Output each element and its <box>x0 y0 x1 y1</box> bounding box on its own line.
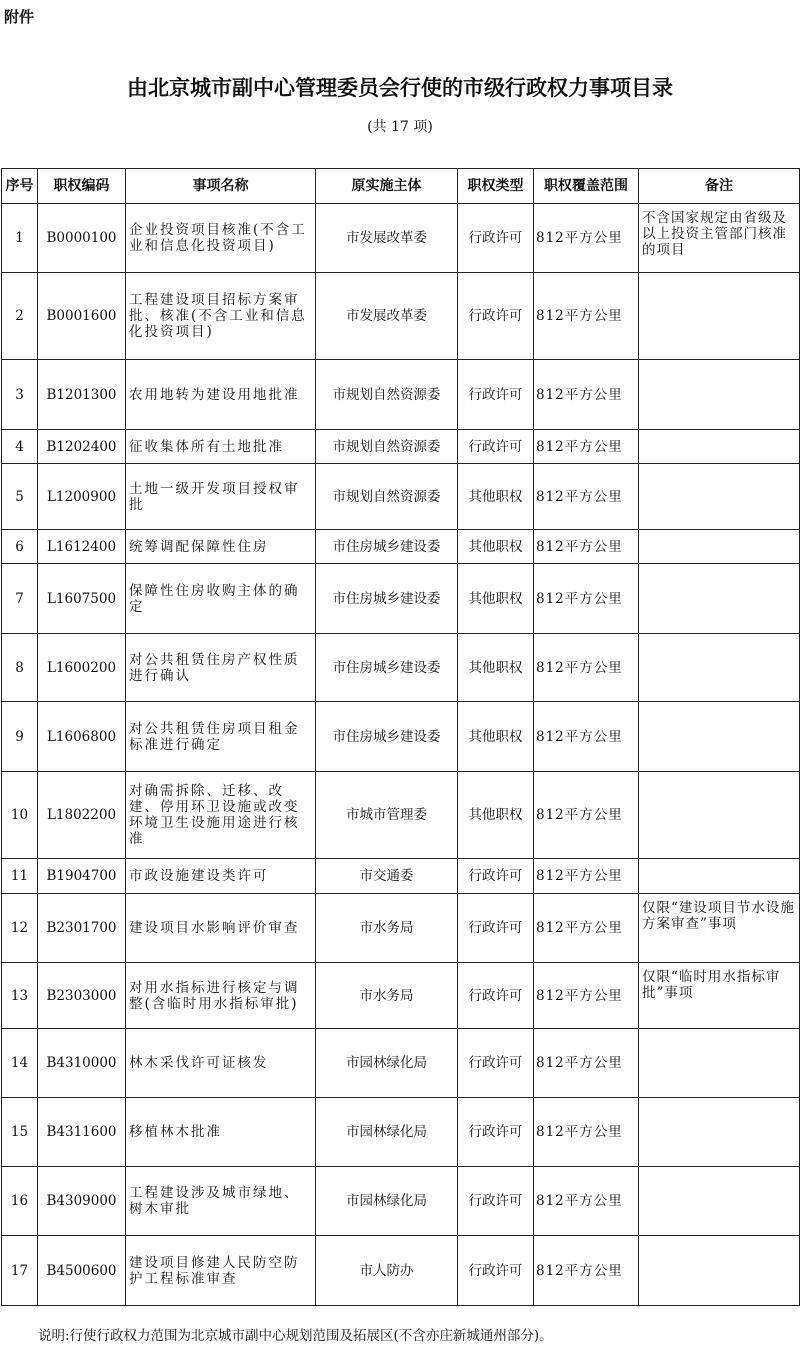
original-org: 市水务局 <box>316 894 458 963</box>
item-name: 征收集体所有土地批准 <box>126 430 316 464</box>
original-org: 市城市管理委 <box>316 772 458 859</box>
power-type: 其他职权 <box>458 702 534 772</box>
power-type: 其他职权 <box>458 464 534 530</box>
power-code: B4311600 <box>38 1098 126 1167</box>
row-number: 11 <box>2 859 38 894</box>
power-type: 行政许可 <box>458 1029 534 1098</box>
item-name: 土地一级开发项目授权审批 <box>126 464 316 530</box>
page-title: 由北京城市副中心管理委员会行使的市级行政权力事项目录 <box>127 76 673 100</box>
row-number: 7 <box>2 564 38 634</box>
table-row <box>2 772 800 859</box>
power-type: 行政许可 <box>458 1098 534 1167</box>
table-row <box>2 273 800 360</box>
original-org: 市园林绿化局 <box>316 1029 458 1098</box>
item-name: 建设项目水影响评价审查 <box>126 894 316 963</box>
original-org: 市规划自然资源委 <box>316 464 458 530</box>
item-name: 林木采伐许可证核发 <box>126 1029 316 1098</box>
original-org: 市住房城乡建设委 <box>316 530 458 564</box>
original-org: 市园林绿化局 <box>316 1167 458 1236</box>
power-type: 其他职权 <box>458 530 534 564</box>
coverage-scope: 812平方公里 <box>534 634 639 702</box>
coverage-scope: 812平方公里 <box>534 530 639 564</box>
item-name: 对公共租赁住房产权性质进行确认 <box>126 634 316 702</box>
row-number: 1 <box>2 204 38 273</box>
power-type: 行政许可 <box>458 204 534 273</box>
row-number: 6 <box>2 530 38 564</box>
remark <box>639 464 800 530</box>
item-name: 工程建设涉及城市绿地、树木审批 <box>126 1167 316 1236</box>
power-type: 行政许可 <box>458 430 534 464</box>
item-name: 移植林木批准 <box>126 1098 316 1167</box>
header-no: 序号 <box>2 169 38 204</box>
coverage-scope: 812平方公里 <box>534 859 639 894</box>
remark <box>639 564 800 634</box>
header-name: 事项名称 <box>126 169 316 204</box>
coverage-scope: 812平方公里 <box>534 273 639 360</box>
footnote: 说明:行使行政权力范围为北京城市副中心规划范围及拓展区(不含亦庄新城通州部分)。 <box>38 1328 553 1344</box>
row-number: 2 <box>2 273 38 360</box>
table-row <box>2 859 800 894</box>
coverage-scope: 812平方公里 <box>534 564 639 634</box>
coverage-scope: 812平方公里 <box>534 702 639 772</box>
power-type: 其他职权 <box>458 772 534 859</box>
row-number: 9 <box>2 702 38 772</box>
table-row <box>2 1029 800 1098</box>
item-name: 对公共租赁住房项目租金标准进行确定 <box>126 702 316 772</box>
row-number: 16 <box>2 1167 38 1236</box>
original-org: 市住房城乡建设委 <box>316 564 458 634</box>
header-type: 职权类型 <box>458 169 534 204</box>
original-org: 市发展改革委 <box>316 273 458 360</box>
power-code: B2301700 <box>38 894 126 963</box>
coverage-scope: 812平方公里 <box>534 1236 639 1306</box>
original-org: 市交通委 <box>316 859 458 894</box>
coverage-scope: 812平方公里 <box>534 430 639 464</box>
power-type: 其他职权 <box>458 634 534 702</box>
item-name: 工程建设项目招标方案审批、核准(不含工业和信息化投资项目) <box>126 273 316 360</box>
coverage-scope: 812平方公里 <box>534 204 639 273</box>
power-type: 行政许可 <box>458 1236 534 1306</box>
table-row <box>2 530 800 564</box>
power-code: B2303000 <box>38 963 126 1029</box>
remark <box>639 1029 800 1098</box>
table-row <box>2 1236 800 1306</box>
power-code: B4310000 <box>38 1029 126 1098</box>
power-type: 行政许可 <box>458 859 534 894</box>
original-org: 市发展改革委 <box>316 204 458 273</box>
header-note: 备注 <box>639 169 800 204</box>
power-code: B1202400 <box>38 430 126 464</box>
power-code: B0000100 <box>38 204 126 273</box>
item-name: 对确需拆除、迁移、改建、停用环卫设施或改变环境卫生设施用途进行核准 <box>126 772 316 859</box>
coverage-scope: 812平方公里 <box>534 772 639 859</box>
attachment-label: 附件 <box>4 8 35 26</box>
row-number: 10 <box>2 772 38 859</box>
power-type: 行政许可 <box>458 1167 534 1236</box>
power-type: 行政许可 <box>458 360 534 430</box>
table-row <box>2 702 800 772</box>
row-number: 12 <box>2 894 38 963</box>
remark <box>639 1236 800 1306</box>
coverage-scope: 812平方公里 <box>534 1167 639 1236</box>
remark: 不含国家规定由省级及以上投资主管部门核准的项目 <box>639 204 800 273</box>
power-code: B1201300 <box>38 360 126 430</box>
item-name: 农用地转为建设用地批准 <box>126 360 316 430</box>
row-number: 8 <box>2 634 38 702</box>
table-row <box>2 564 800 634</box>
item-name: 市政设施建设类许可 <box>126 859 316 894</box>
coverage-scope: 812平方公里 <box>534 1029 639 1098</box>
row-number: 17 <box>2 1236 38 1306</box>
power-type: 行政许可 <box>458 963 534 1029</box>
row-number: 15 <box>2 1098 38 1167</box>
original-org: 市住房城乡建设委 <box>316 634 458 702</box>
power-type: 行政许可 <box>458 894 534 963</box>
table-row <box>2 894 800 963</box>
coverage-scope: 812平方公里 <box>534 464 639 530</box>
table-row <box>2 1098 800 1167</box>
table-row <box>2 430 800 464</box>
remark <box>639 702 800 772</box>
power-code: B1904700 <box>38 859 126 894</box>
remark: 仅限“临时用水指标审批”事项 <box>639 963 800 1029</box>
table-row <box>2 360 800 430</box>
coverage-scope: 812平方公里 <box>534 894 639 963</box>
coverage-scope: 812平方公里 <box>534 360 639 430</box>
coverage-scope: 812平方公里 <box>534 1098 639 1167</box>
remark <box>639 273 800 360</box>
power-code: L1200900 <box>38 464 126 530</box>
remark <box>639 634 800 702</box>
original-org: 市园林绿化局 <box>316 1098 458 1167</box>
remark <box>639 430 800 464</box>
row-number: 5 <box>2 464 38 530</box>
header-scope: 职权覆盖范围 <box>534 169 639 204</box>
power-code: L1600200 <box>38 634 126 702</box>
row-number: 4 <box>2 430 38 464</box>
power-code: B4309000 <box>38 1167 126 1236</box>
table-row <box>2 963 800 1029</box>
power-type: 行政许可 <box>458 273 534 360</box>
table-row <box>2 1167 800 1236</box>
item-name: 建设项目修建人民防空防护工程标准审查 <box>126 1236 316 1306</box>
table-header <box>2 169 800 204</box>
header-org: 原实施主体 <box>316 169 458 204</box>
item-name: 企业投资项目核准(不含工业和信息化投资项目) <box>126 204 316 273</box>
power-code: B4500600 <box>38 1236 126 1306</box>
power-list-table <box>1 168 800 1306</box>
row-number: 3 <box>2 360 38 430</box>
item-name: 对用水指标进行核定与调整(含临时用水指标审批) <box>126 963 316 1029</box>
remark <box>639 859 800 894</box>
remark <box>639 772 800 859</box>
table-row <box>2 464 800 530</box>
item-name: 统筹调配保障性住房 <box>126 530 316 564</box>
power-code: L1606800 <box>38 702 126 772</box>
table-row <box>2 634 800 702</box>
item-count: (共 17 项) <box>367 119 433 135</box>
remark <box>639 1167 800 1236</box>
power-code: L1607500 <box>38 564 126 634</box>
header-code: 职权编码 <box>38 169 126 204</box>
remark <box>639 1098 800 1167</box>
power-code: B0001600 <box>38 273 126 360</box>
item-name: 保障性住房收购主体的确定 <box>126 564 316 634</box>
original-org: 市规划自然资源委 <box>316 430 458 464</box>
remark <box>639 360 800 430</box>
original-org: 市水务局 <box>316 963 458 1029</box>
remark: 仅限“建设项目节水设施方案审查”事项 <box>639 894 800 963</box>
row-number: 13 <box>2 963 38 1029</box>
coverage-scope: 812平方公里 <box>534 963 639 1029</box>
power-type: 其他职权 <box>458 564 534 634</box>
remark <box>639 530 800 564</box>
row-number: 14 <box>2 1029 38 1098</box>
power-code: L1612400 <box>38 530 126 564</box>
original-org: 市住房城乡建设委 <box>316 702 458 772</box>
power-code: L1802200 <box>38 772 126 859</box>
original-org: 市人防办 <box>316 1236 458 1306</box>
table-row <box>2 204 800 273</box>
original-org: 市规划自然资源委 <box>316 360 458 430</box>
